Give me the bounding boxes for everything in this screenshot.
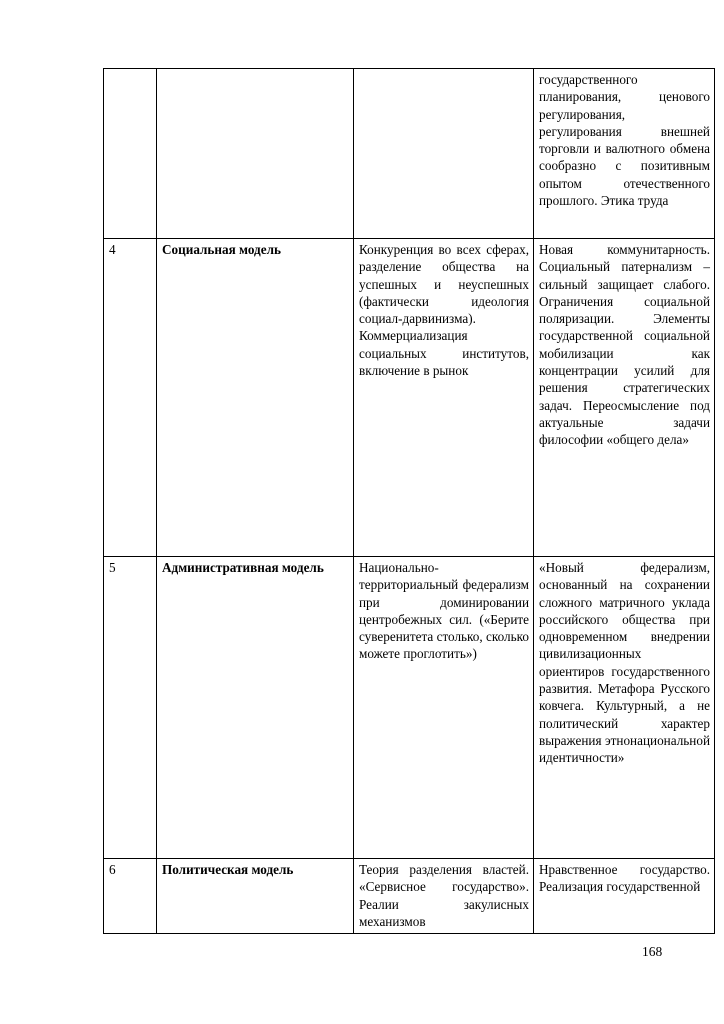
new-model-cell: «Новый федерализм, основанный на сохранении сложного матричного уклада российского общества при одновременном внедрении цивилизационных ориентиров государственного развития. Метафора Русского ковчега. Культурный, а не политический характер выражения этнонациональной идентичности» xyxy=(534,557,715,859)
row-number-cell: 5 xyxy=(104,557,157,859)
old-model-cell: Конкуренция во всех сферах, разделение общества на успешных и неуспешных (фактически идеология социал-дарвинизма). Коммерциализация социальных институтов, включение в рынок xyxy=(354,239,534,557)
new-model-cell: государственного планирования, ценового регулирования, регулирования внешней торговли и валютного обмена сообразно с позитивным опытом отечественного прошлого. Этика труда xyxy=(534,69,715,239)
row-number-cell: 4 xyxy=(104,239,157,557)
new-model-cell: Нравственное государство. Реализация государственной xyxy=(534,859,715,934)
model-name-cell: Социальная модель xyxy=(157,239,354,557)
table-row xyxy=(104,557,715,859)
row-number-cell: 6 xyxy=(104,859,157,934)
comparison-table xyxy=(103,68,715,934)
row-number-cell xyxy=(104,69,157,239)
old-model-cell: Национально-территориальный федерализм при доминировании центробежных сил. («Берите суверенитета столько, сколько можете проглотить») xyxy=(354,557,534,859)
table-row xyxy=(104,239,715,557)
old-model-cell xyxy=(354,69,534,239)
new-model-cell: Новая коммунитарность. Социальный патернализм – сильный защищает слабого. Ограничения социальной поляризации. Элементы государственной социальной мобилизации как концентрации усилий для решения стратегических задач. Переосмысление под актуальные задачи философии «общего дела» xyxy=(534,239,715,557)
old-model-cell: Теория разделения властей. «Сервисное государство». Реалии закулисных механизмов xyxy=(354,859,534,934)
table-row xyxy=(104,69,715,239)
model-name-cell: Административная модель xyxy=(157,557,354,859)
model-name-cell xyxy=(157,69,354,239)
page-number: 168 xyxy=(642,944,663,959)
model-name-cell: Политическая модель xyxy=(157,859,354,934)
table-row xyxy=(104,859,715,934)
